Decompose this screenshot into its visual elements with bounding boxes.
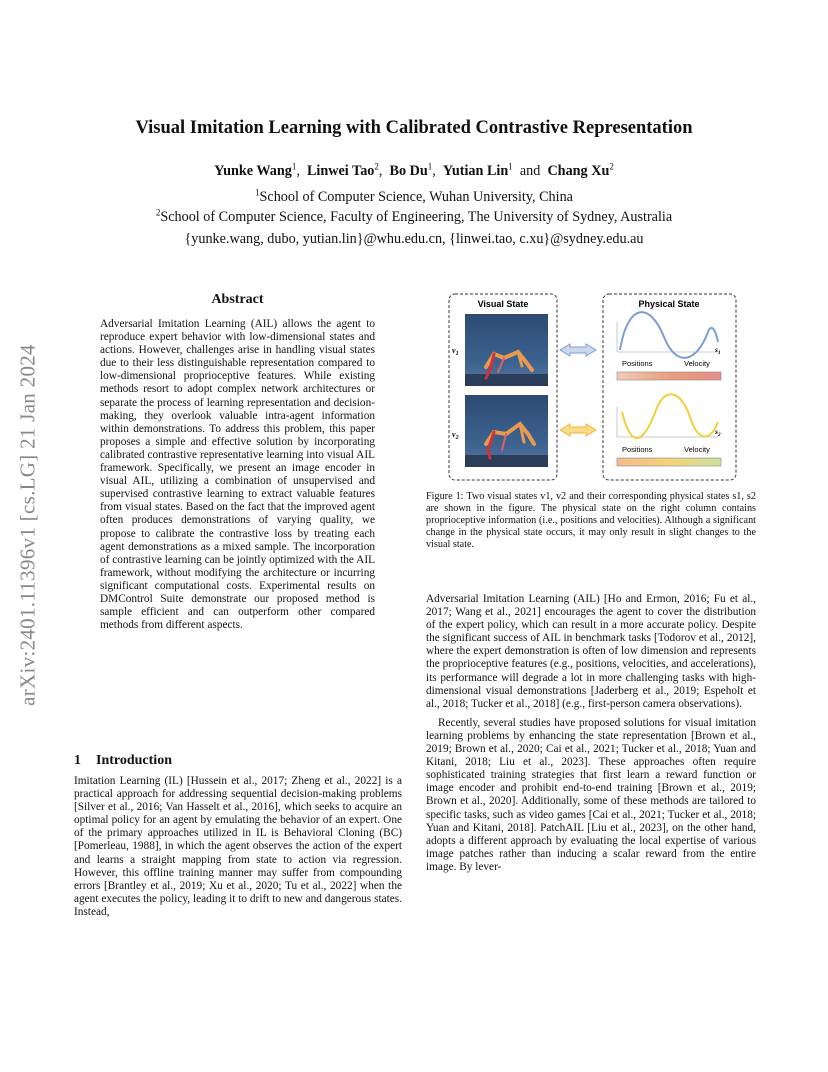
physical-state-label: Physical State: [638, 299, 700, 309]
visual-state-label: Visual State: [477, 299, 529, 309]
velocity-label: Velocity: [684, 359, 710, 368]
right-column-body: [426, 593, 756, 874]
figure-caption: Figure 1: Two visual states v1, v2 and their corresponding physical states s1, s2 are shown in the figure. The physical state on the right column contains proprioceptive information (i.e., positions and velocities). Although a significant change in the physical state occurs, it may only result in slight changes to the visual state.: [426, 491, 756, 551]
abstract-heading: Abstract: [211, 292, 264, 307]
intro-body: [74, 775, 402, 919]
physical-state-wave-1: [617, 312, 721, 380]
paragraph: Adversarial Imitation Learning (AIL) [Ho and Ermon, 2016; Fu et al., 2017; Wang et al., 2021] encourages the agent to cover the distribution of the expert policy, which can result in a more accurate policy. Despite the significant success of AIL in benchmark tasks [Todorov et al., 2012], where the expert demonstration is often of low dimension and represents the proprioceptive features (e.g., positions, velocities, and accelerations), its performance will degrade a lot in more challenging tasks with high-dimensional visual demonstrations [Jaderberg et al., 2019; Espeholt et al., 2018; Tucker et al., 2018] (e.g., first-person camera observations).: [426, 593, 756, 710]
v1-label: $v_1$: [452, 346, 459, 357]
author-and: and: [519, 163, 541, 179]
paper-title: Visual Imitation Learning with Calibrated Contrastive Representation: [135, 118, 693, 138]
physical-state-wave-2: [617, 394, 721, 466]
author-name: Bo Du: [389, 163, 428, 179]
velocity-label: Velocity: [684, 445, 710, 454]
paragraph: Imitation Learning (IL) [Hussein et al., 2017; Zheng et al., 2022] is a practical approach for addressing sequential decision-making problems [Silver et al., 2016; Van Hasselt et al., 2016], which seeks to acquire an optimal policy for an agent by emulating the behavior of an expert. One of the primary approaches utilized in IL is Behavioral Cloning (BC) [Pomerleau, 1988], in which the agent observes the action of the expert and learns a straight mapping from state to action via regression. However, this offline training manner may suffer from compounding errors [Brantley et al., 2019; Xu et al., 2020; Tu et al., 2022] when the agent executes the policy, leading it to drift to new and dangerous states. Instead,: [74, 775, 402, 918]
affiliation-1: $^1$School of Computer Science, Wuhan University, China: [255, 187, 573, 205]
s2-label: $s_2$: [715, 427, 721, 438]
author-affil: 2: [609, 161, 614, 172]
figure-1-graphic: [428, 292, 741, 482]
author-affil: 1: [291, 161, 297, 172]
double-arrow-2: [560, 424, 596, 436]
physical-state-bar-2: [617, 458, 721, 466]
author-name: Yutian Lin: [442, 163, 509, 179]
v2-label: $v_2$: [452, 430, 459, 441]
visual-state-image-1: [465, 314, 548, 386]
visual-state-image-2: [465, 395, 548, 467]
s1-label: $s_1$: [715, 345, 721, 356]
double-arrow-1: [560, 344, 596, 356]
author-affil: 1: [508, 161, 513, 172]
author-name: Chang Xu: [547, 163, 610, 179]
positions-label: Positions: [622, 445, 653, 454]
figure-1: [428, 292, 741, 482]
author-emails: {yunke.wang, dubo, yutian.lin}@whu.edu.cn, {linwei.tao, c.xu}@sydney.edu.au: [184, 231, 644, 247]
abstract-body: [100, 318, 375, 632]
section-number: 1: [74, 753, 81, 768]
positions-label: Positions: [622, 359, 653, 368]
author-name: Linwei Tao: [306, 163, 375, 179]
author-affil: 2: [374, 161, 379, 172]
arxiv-sidebar: [8, 295, 48, 755]
author-list: Yunke Wang$^1$, Linwei Tao$^2$, Bo Du$^1$, Yutian Lin$^1$ and Chang Xu$^2$: [214, 161, 614, 179]
physical-state-bar-1: [617, 372, 721, 380]
section-title: Introduction: [96, 753, 172, 768]
affiliation-2: $^2$School of Computer Science, Faculty of Engineering, The University of Sydney, Australia: [155, 207, 673, 225]
paragraph: Recently, several studies have proposed solutions for visual imitation learning problems by enhancing the state representation [Brown et al., 2019; Brown et al., 2020; Cai et al., 2021; Tucker et al., 2018; Yuan and Kitani, 2018; Liu et al., 2023]. These approaches often require sophisticated training strategies that first learn a reward function or image encoder and prohibit end-to-end training [Brown et al., 2019; Brown et al., 2020]. Additionally, some of these methods are tailored to specific tasks, such as video games [Cai et al., 2021; Tucker et al., 2018; Yuan and Kitani, 2018]. PatchAIL [Liu et al., 2023], on the other hand, adopts a different approach by evaluating the local expertise of various image patches rather than inducing a scalar reward from the entire image. By lever-: [426, 716, 756, 873]
author-name: Yunke Wang: [214, 163, 292, 179]
author-affil: 1: [427, 161, 433, 172]
abstract-text: Adversarial Imitation Learning (AIL) allows the agent to reproduce expert behavior with low-dimensional states and actions. However, challenges arise in handling visual states due to their less distinguishable representation compared to low-dimensional proprioceptive features. While existing methods resort to adopt complex network architectures or separate the process of learning representation and decision-making, they overlook valuable intra-agent information within demonstrations. To address this problem, this paper proposes a simple and effective solution by incorporating calibrated contrastive representative learning into visual AIL framework. Specifically, we present an image encoder in visual AIL, utilizing a combination of unsupervised and supervised contrastive learning to extract valuable features from visual states. Based on the fact that the improved agent often produces demonstrations of varying quality, we propose to calibrate the contrastive loss by treating each agent demonstrations as a mixed sample. The incorporation of contrastive learning can be jointly optimized with the AIL framework, without modifying the architecture or incurring significant computational costs. Experimental results on DMControl Suite demonstrate our proposed method is sample efficient and can outperform other compared methods from different aspects.: [100, 318, 375, 632]
arxiv-id: arXiv:2401.11396v1 [cs.LG] 21 Jan 2024: [15, 344, 40, 706]
section-heading-introduction: [74, 753, 172, 769]
